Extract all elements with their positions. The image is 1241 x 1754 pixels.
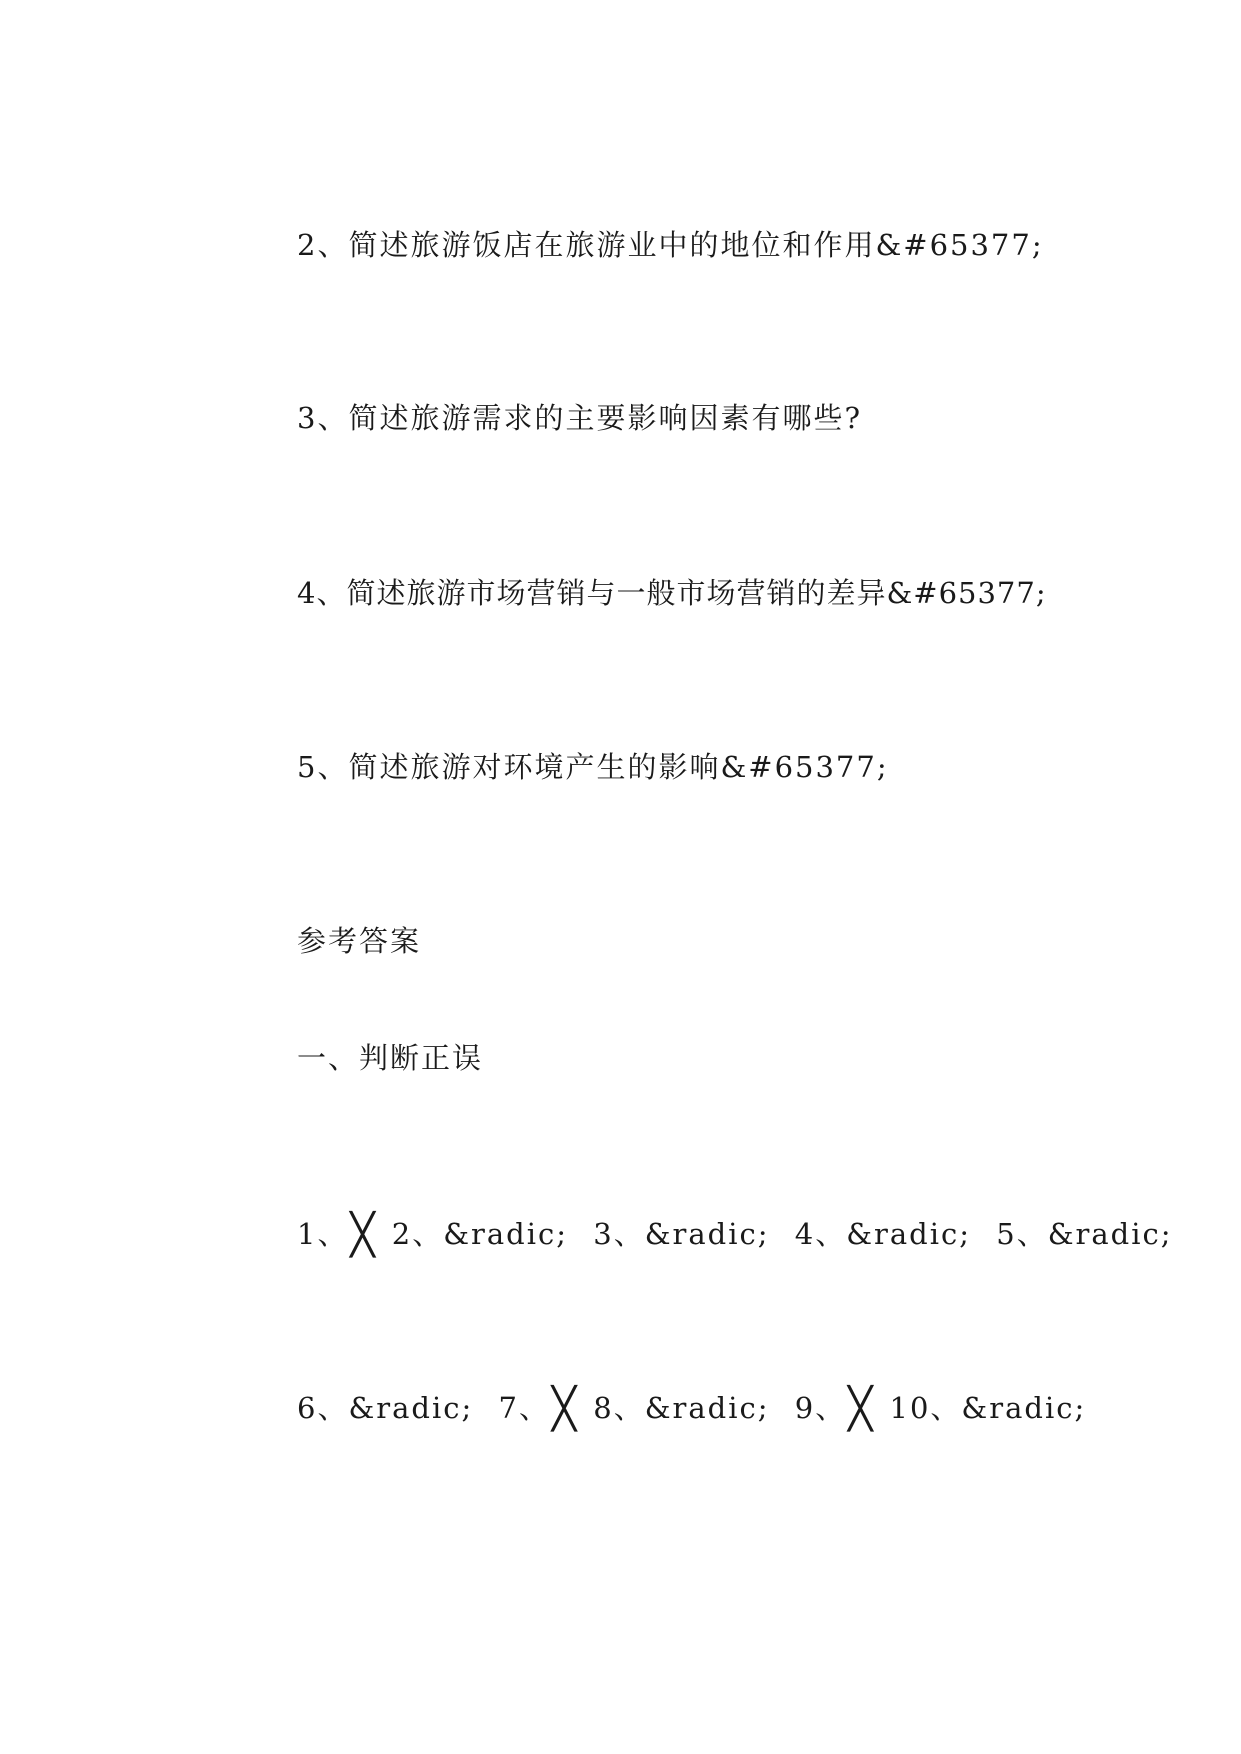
cross-mark-icon: ╳	[350, 1212, 377, 1258]
answer-7-label: 7、	[498, 1391, 550, 1425]
answer-1-label: 1、	[297, 1217, 349, 1251]
cross-mark-icon: ╳	[551, 1386, 579, 1432]
cross-mark-icon: ╳	[848, 1386, 875, 1432]
answer-10: 10、&radic;	[889, 1391, 1087, 1425]
question-2: 2、简述旅游饭店在旅游业中的地位和作用&#65377;	[297, 228, 1044, 262]
answer-4: 4、&radic;	[794, 1217, 972, 1251]
question-4: 4、简述旅游市场营销与一般市场营销的差异&#65377;	[297, 576, 1047, 610]
answer-6: 6、&radic;	[297, 1391, 474, 1425]
question-5: 5、简述旅游对环境产生的影响&#65377;	[297, 750, 889, 784]
answer-8: 8、&radic;	[593, 1391, 770, 1425]
answer-5: 5、&radic;	[996, 1217, 1173, 1251]
answers-heading: 参考答案	[297, 924, 422, 958]
section-heading-true-false: 一、判断正误	[297, 1041, 484, 1075]
answer-row-1	[297, 1212, 1173, 1258]
answer-row-2	[297, 1386, 1087, 1432]
answer-9-label: 9、	[794, 1391, 847, 1425]
answer-3: 3、&radic;	[593, 1217, 770, 1251]
answer-2: 2、&radic;	[391, 1217, 569, 1251]
question-3: 3、简述旅游需求的主要影响因素有哪些?	[297, 401, 862, 435]
